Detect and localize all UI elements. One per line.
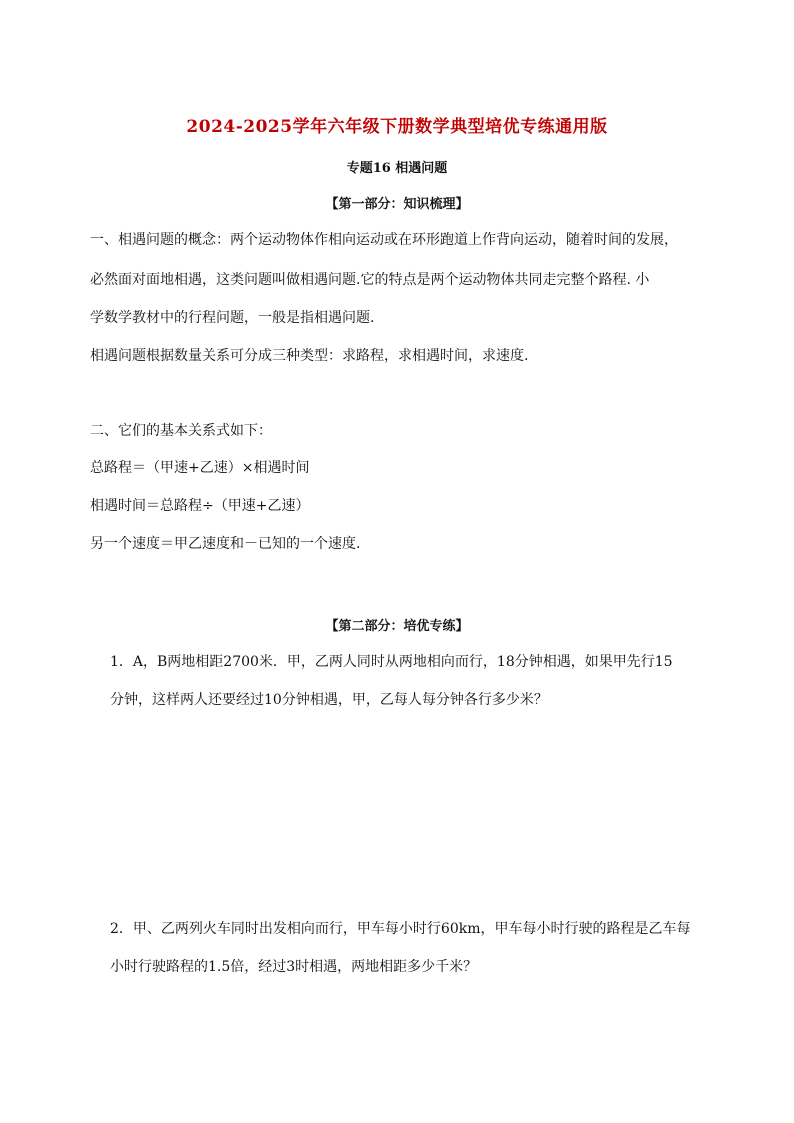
concept-line-3: 学数学教材中的行程问题，一般是指相遇问题. xyxy=(90,310,375,326)
part1-heading: 【第一部分：知识梳理】 xyxy=(325,197,469,212)
formula-other-speed: 另一个速度＝甲乙速度和－已知的一个速度. xyxy=(90,536,361,552)
topic-subtitle: 专题16 相遇问题 xyxy=(346,161,448,176)
concept-line-1: 一、相遇问题的概念：两个运动物体作相向运动或在环形跑道上作背向运动，随着时间的发展， xyxy=(90,232,678,248)
document-title: 2024-2025学年六年级下册数学典型培优专练通用版 xyxy=(186,117,608,137)
question-1-line-1: 1．A，B两地相距2700米．甲，乙两人同时从两地相向而行，18分钟相遇，如果甲先行15 xyxy=(110,654,673,670)
question-2-line-2: 小时行驶路程的1.5倍，经过3时相遇，两地相距多少千米？ xyxy=(110,959,478,975)
relations-heading: 二、它们的基本关系式如下： xyxy=(90,423,272,439)
part2-heading: 【第二部分：培优专练】 xyxy=(325,619,469,634)
types-line: 相遇问题根据数量关系可分成三种类型：求路程，求相遇时间，求速度. xyxy=(90,348,529,364)
question-2-line-1: 2．甲、乙两列火车同时出发相向而行，甲车每小时行60km，甲车每小时行驶的路程是乙车每 xyxy=(110,921,691,937)
concept-line-2: 必然面对面地相遇，这类问题叫做相遇问题.它的特点是两个运动物体共同走完整个路程. 小 xyxy=(90,272,650,288)
question-1-line-2: 分钟，这样两人还要经过10分钟相遇，甲，乙每人每分钟各行多少米？ xyxy=(110,692,548,708)
formula-meeting-time: 相遇时间＝总路程÷（甲速+乙速） xyxy=(90,498,310,514)
formula-total-distance: 总路程＝（甲速+乙速）×相遇时间 xyxy=(90,460,310,476)
